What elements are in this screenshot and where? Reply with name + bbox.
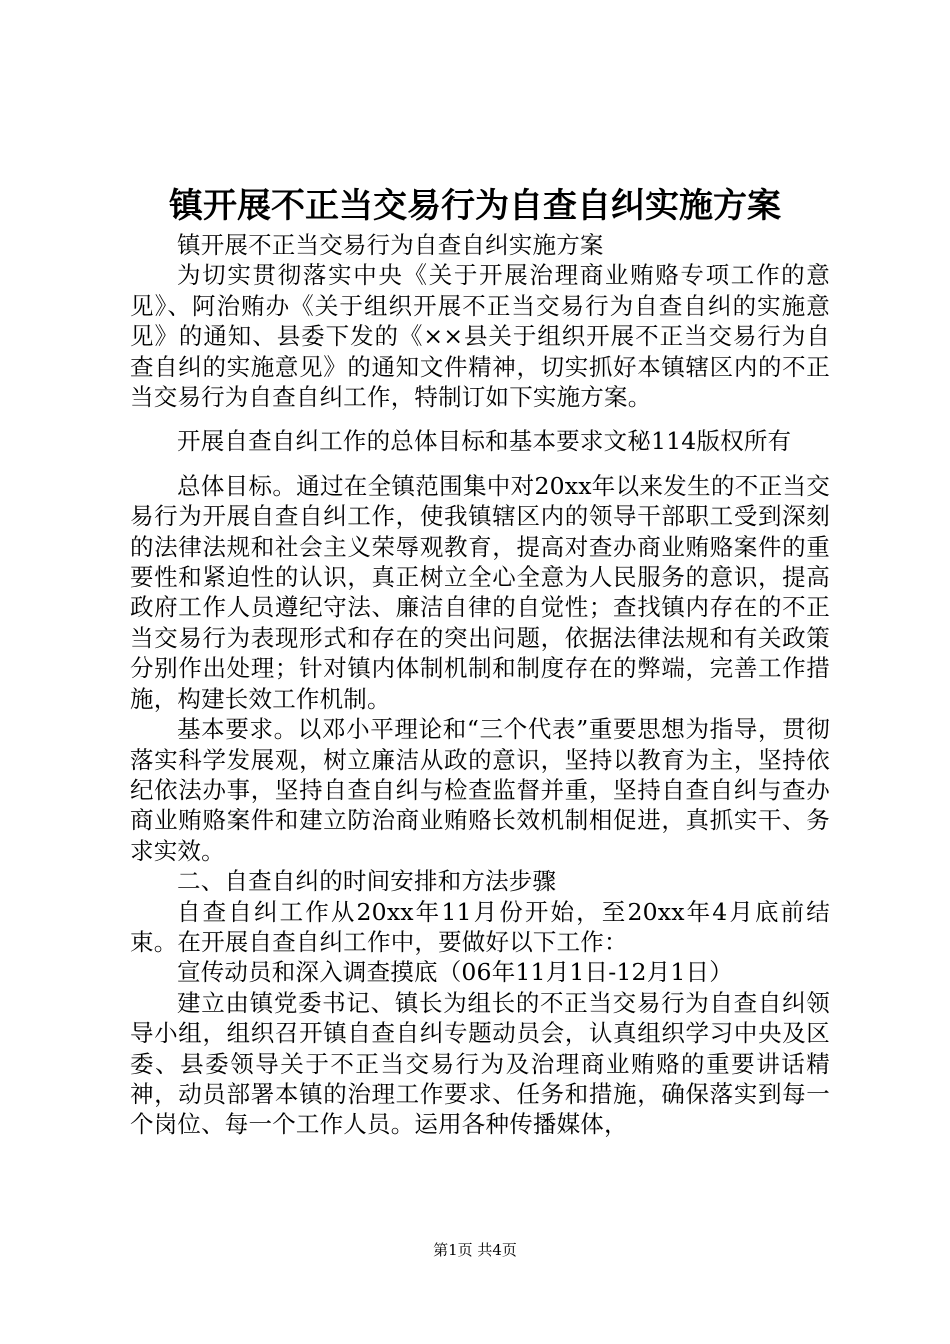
- document-title: 镇开展不正当交易行为自查自纠实施方案: [169, 186, 781, 226]
- paragraph-overall-goal: 总体目标。通过在全镇范围集中对20xx年以来发生的不正当交易行为开展自查自纠工作，使我镇辖区内的领导干部职工受到深刻的法律法规和社会主义荣辱观教育，提高对查办商业贿赂案件的重要性和紧迫性的认识，真正树立全心全意为人民服务的意识，提高政府工作人员遵纪守法、廉洁自律的自觉性；查找镇内存在的不正当交易行为表现形式和存在的突出问题，依据法律法规和有关政策分别作出处理；针对镇内体制机制和制度存在的弊端，完善工作措施，构建长效工作机制。: [130, 471, 830, 713]
- paragraph-mobilization: 建立由镇党委书记、镇长为组长的不正当交易行为自查自纠领导小组，组织召开镇自查自纠专题动员会，认真组织学习中央及区委、县委领导关于不正当交易行为及治理商业贿赂的重要讲话精神，动员部署本镇的治理工作要求、任务和措施，确保落实到每一个岗位、每一个工作人员。运用各种传播媒体，: [130, 988, 830, 1139]
- paragraph-heading-mobilization: 宣传动员和深入调查摸底（06年11月1日-12月1日）: [177, 958, 733, 987]
- paragraph-heading-goals: 开展自查自纠工作的总体目标和基本要求文秘114版权所有: [177, 427, 792, 456]
- paragraph-schedule: 自查自纠工作从20xx年11月份开始，至20xx年4月底前结束。在开展自查自纠工作中，要做好以下工作：: [130, 897, 830, 956]
- page-footer: 第1页 共4页: [433, 1241, 517, 1259]
- paragraph-heading-schedule: 二、自查自纠的时间安排和方法步骤: [177, 867, 557, 896]
- paragraph-basic-requirements: 基本要求。以邓小平理论和“三个代表”重要思想为指导，贯彻落实科学发展观，树立廉洁从政的意识，坚持以教育为主，坚持依纪依法办事，坚持自查自纠与检查监督并重，坚持自查自纠与查办商业贿赂案件和建立防治商业贿赂长效机制相促进，真抓实干、务求实效。: [130, 715, 830, 865]
- paragraph-subtitle: 镇开展不正当交易行为自查自纠实施方案: [177, 231, 604, 259]
- paragraph-intro: 为切实贯彻落实中央《关于开展治理商业贿赂专项工作的意见》、阿治贿办《关于组织开展不正当交易行为自查自纠的实施意见》的通知、县委下发的《××县关于组织开展不正当交易行为自查自纠的实施意见》的通知文件精神，切实抓好本镇辖区内的不正当交易行为自查自纠工作，特制订如下实施方案。: [130, 261, 830, 412]
- document-body: [130, 230, 830, 1140]
